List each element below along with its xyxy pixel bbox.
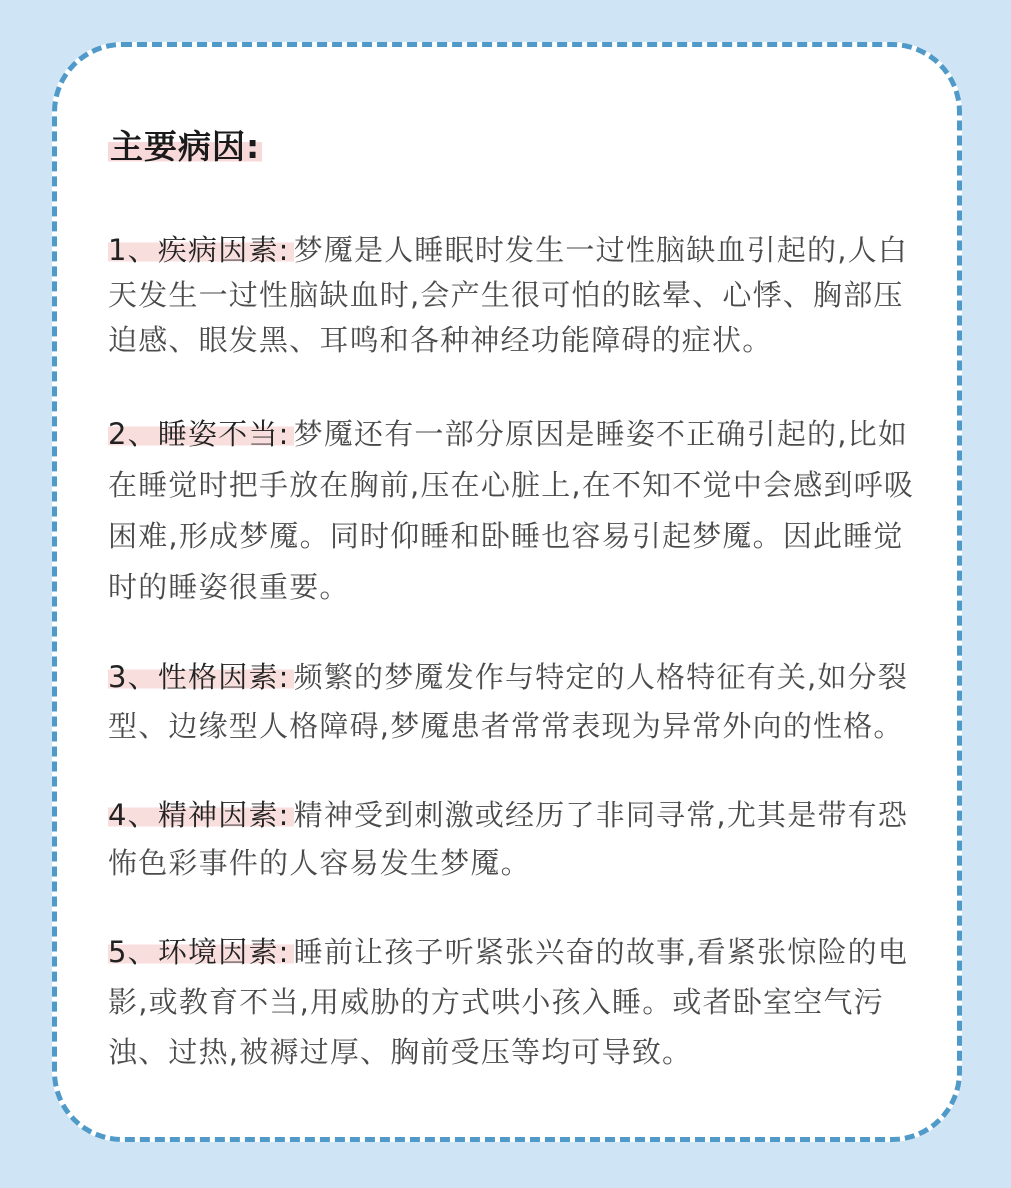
cause-paragraph-1: [108, 228, 918, 363]
cause-text-1: 梦魇是人睡眠时发生一过性脑缺血引起的,人白天发生一过性脑缺血时,会产生很可怕的眩晕、心悸、胸部压迫感、眼发黑、耳鸣和各种神经功能障碍的症状。: [108, 233, 909, 357]
cause-paragraph-2: [108, 409, 918, 613]
article: [108, 120, 918, 1077]
cause-paragraph-3: [108, 653, 918, 751]
cause-label-4: 4、精神因素:: [108, 798, 294, 832]
section-title-text: 主要病因:: [110, 127, 261, 166]
section-title: [108, 120, 918, 174]
cause-text-3: 频繁的梦魇发作与特定的人格特征有关,如分裂型、边缘型人格障碍,梦魇患者常常表现为异常外向的性格。: [108, 660, 909, 743]
cause-label-5: 5、环境因素:: [108, 935, 294, 969]
cause-text-5: 睡前让孩子听紧张兴奋的故事,看紧张惊险的电影,或教育不当,用威胁的方式哄小孩入睡。或者卧室空气污浊、过热,被褥过厚、胸前受压等均可导致。: [108, 935, 909, 1069]
cause-label-2: 2、睡姿不当:: [108, 417, 294, 451]
cause-text-4: 精神受到刺激或经历了非同寻常,尤其是带有恐怖色彩事件的人容易发生梦魇。: [108, 798, 909, 880]
cause-text-2: 梦魇还有一部分原因是睡姿不正确引起的,比如在睡觉时把手放在胸前,压在心脏上,在不知不觉中会感到呼吸困难,形成梦魇。同时仰睡和卧睡也容易引起梦魇。因此睡觉时的睡姿很重要。: [108, 417, 915, 604]
cause-paragraph-5: [108, 927, 918, 1077]
cause-label-3: 3、性格因素:: [108, 660, 294, 694]
cause-paragraph-4: [108, 791, 918, 887]
cause-label-1: 1、疾病因素:: [108, 233, 294, 267]
